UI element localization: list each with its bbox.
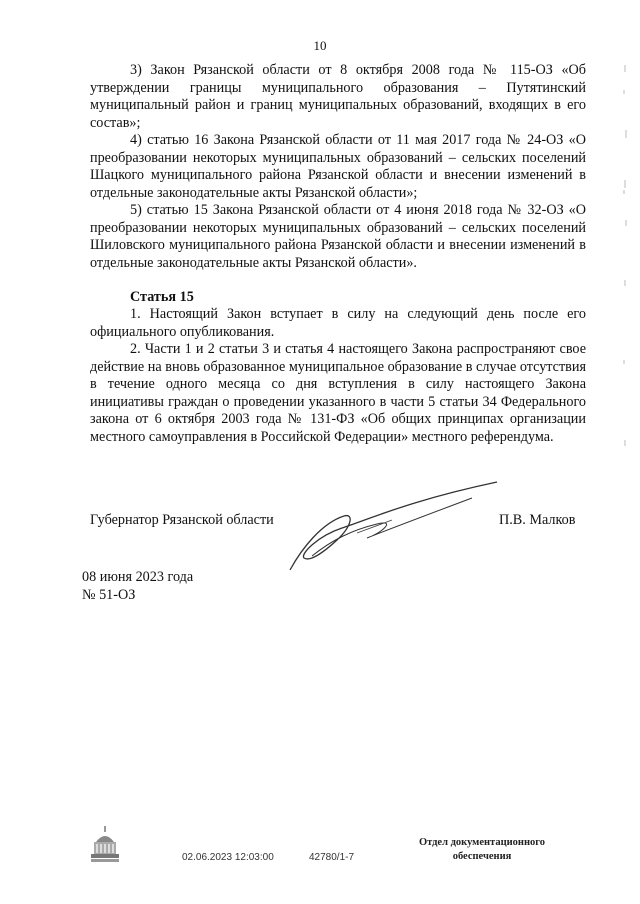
duma-logo-icon: [88, 824, 122, 864]
footer-document-code: 42780/1-7: [309, 852, 355, 863]
clause-4: 4) статью 16 Закона Рязанской области от 11 мая 2017 года № 24-ОЗ «О преобразовании некоторых муниципальных образований – сельских поселений Шацкого муниципального района Рязанской области и внесении изменений в отдельные законодательные акты Рязанской области»;: [90, 132, 586, 201]
clause-3: 3) Закон Рязанской области от 8 октября 2008 года № 115-ОЗ «Об утверждении границы муниципального образования – Путятинский муниципальный район и границ муниципальных образований, входящих в его состав»;: [90, 62, 586, 131]
article-paragraph-2: 2. Части 1 и 2 статьи 3 и статья 4 настоящего Закона распространяют свое действие на вновь образованное муниципальное образование в случае отсутствия в течение одного месяца со дня вступления в силу настоящего Закона инициативы граждан о проведении указанного в части 5 статьи 34 Федерального закона от 6 октября 2003 года № 131-ФЗ «Об общих принципах организации местного самоуправления в Российской Федерации» местного референдума.: [90, 341, 586, 445]
scan-margin-marks: [618, 60, 632, 480]
article-title: Статья 15: [130, 289, 194, 305]
article-body: [90, 306, 586, 446]
page-number: 10: [313, 38, 327, 53]
signing-date: 08 июня 2023 года: [82, 569, 194, 585]
clause-5: 5) статью 15 Закона Рязанской области от 4 июня 2018 года № 32-ОЗ «О преобразовании некоторых муниципальных образований – сельских поселений Шиловского муниципального района Рязанской области и внесении изменений в отдельные законодательные акты Рязанской области».: [90, 202, 586, 271]
department-stamp-line-2: обеспечения: [452, 851, 512, 862]
department-stamp-line-1: Отдел документационного: [418, 837, 546, 848]
article-paragraph-1: 1. Настоящий Закон вступает в силу на следующий день после его официального опубликования.: [90, 306, 586, 340]
handwritten-signature: [282, 478, 502, 578]
department-stamp: [402, 836, 562, 864]
signing-details: [82, 568, 193, 604]
law-number: № 51-ОЗ: [82, 587, 136, 603]
signer-name: П.В. Малков: [499, 512, 576, 528]
footer-timestamp: 02.06.2023 12:03:00: [182, 852, 274, 863]
signer-position: Губернатор Рязанской области: [90, 512, 274, 528]
clause-list: [90, 62, 586, 272]
